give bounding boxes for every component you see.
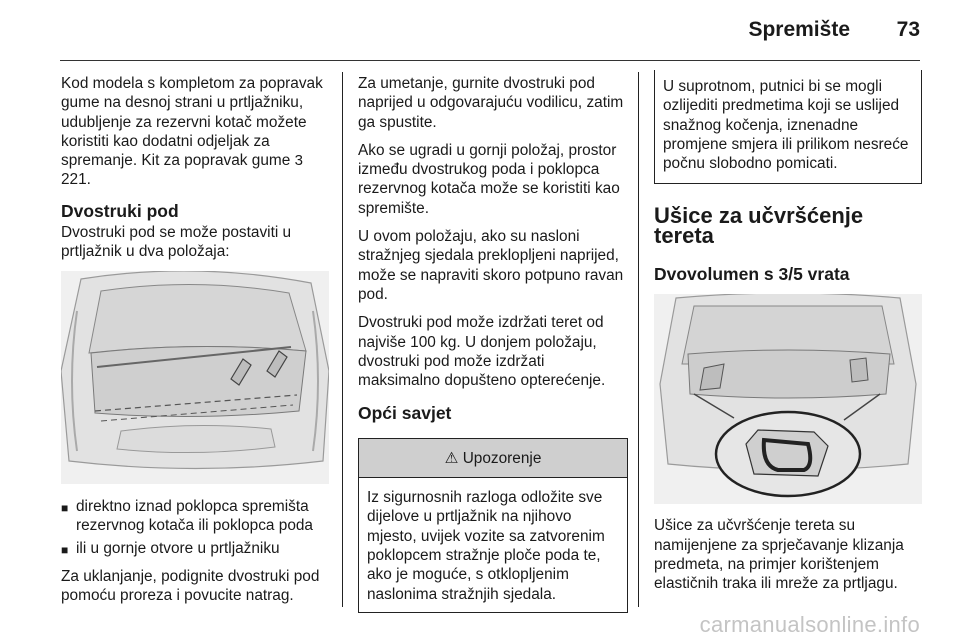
warning-text: Iz sigurnosnih razloga odložite sve dijelove u prtljažnik na njihovo mjesto, uvijek vozite sa zatvorenim poklopcem stražnje ploče poda te, ako je moguće, s otklopljenim naslonima stražnjih sjedala.	[367, 489, 605, 603]
subheading-hatchback: Dvovolumen s 3/5 vrata	[654, 264, 850, 285]
bullet-item: ■ ili u gornje otvore u prtljažniku	[61, 539, 329, 560]
section-heading-double-floor: Dvostruki pod	[61, 200, 179, 221]
paragraph: Za umetanje, gurnite dvostruki pod naprijed u odgovarajuću vodilicu, zatim ga spustite.	[358, 75, 624, 131]
page-reference-icon: 3	[294, 152, 303, 170]
trunk-illustration-svg	[61, 271, 329, 484]
removal-paragraph: Za uklanjanje, podignite dvostruki pod pomoću proreza i povucite natrag.	[61, 567, 320, 604]
paragraph: U ovom položaju, ako su nasloni stražnjeg sjedala preklopljeni naprijed, može se napraviti skoro potpuno ravan pod.	[358, 228, 624, 303]
header-divider	[60, 60, 920, 61]
warning-triangle-icon: ⚠	[444, 449, 459, 467]
watermark: carmanualsonline.info	[699, 612, 920, 637]
column-divider-1	[342, 72, 343, 607]
page-title: Spremište	[748, 18, 850, 41]
column-3	[654, 72, 922, 603]
warning-continuation-box: U suprotnom, putnici bi se mogli ozlijediti predmetima koji se uslijed snažnog kočenja, iznenadne promjene smjera ili prilikom nesreće počnu slobodno pomicati.	[654, 70, 922, 184]
page-number: 73	[896, 18, 920, 41]
intro-paragraph: Kod modela s kompletom za popravak gume na desnoj strani u prtljažniku, udubljenje za rezervni kotač možete koristiti kao dodatni odjeljak za spremanje. Kit za popravak gume 3 221.	[61, 75, 323, 189]
section-heading-general-advice: Opći savjet	[358, 403, 452, 424]
page-reference[interactable]: 221.	[61, 171, 91, 189]
double-floor-lead: Dvostruki pod se može postaviti u prtljažnik u dva položaja:	[61, 224, 292, 261]
bullet-mark: ■	[61, 543, 69, 558]
warning-box	[358, 438, 628, 613]
bullet-item: ■ direktno iznad poklopca spremišta rezervnog kotača ili poklopca poda	[61, 497, 313, 534]
column-divider-2	[638, 72, 639, 607]
bullet-mark: ■	[61, 500, 69, 515]
tie-down-paragraph: Ušice za učvršćenje tereta su namijenjene za sprječavanje klizanja predmeta, na primjer korištenjem elastičnih traka ili mreže za prtljagu.	[654, 517, 904, 593]
section-heading-tie-downs: Ušice za učvršćenje tereta	[654, 203, 864, 248]
warning-header	[359, 439, 627, 478]
warning-title: Upozorenje	[462, 449, 542, 467]
paragraph: Ako se ugradi u gornji položaj, prostor između dvostrukog poda i poklopca rezervnog kotača može se koristiti kao spremište.	[358, 141, 620, 217]
trunk-double-floor-illustration	[61, 271, 329, 484]
tie-down-illustration-svg	[654, 294, 922, 504]
column-2	[358, 74, 628, 613]
tie-down-eye-illustration	[654, 294, 922, 504]
paragraph: Dvostruki pod može izdržati teret od najviše 100 kg. U donjem položaju, dvostruki pod može izdržati maksimalno dopušteno opterećenje.	[358, 314, 606, 390]
page-header	[60, 0, 920, 62]
column-1	[61, 74, 329, 614]
